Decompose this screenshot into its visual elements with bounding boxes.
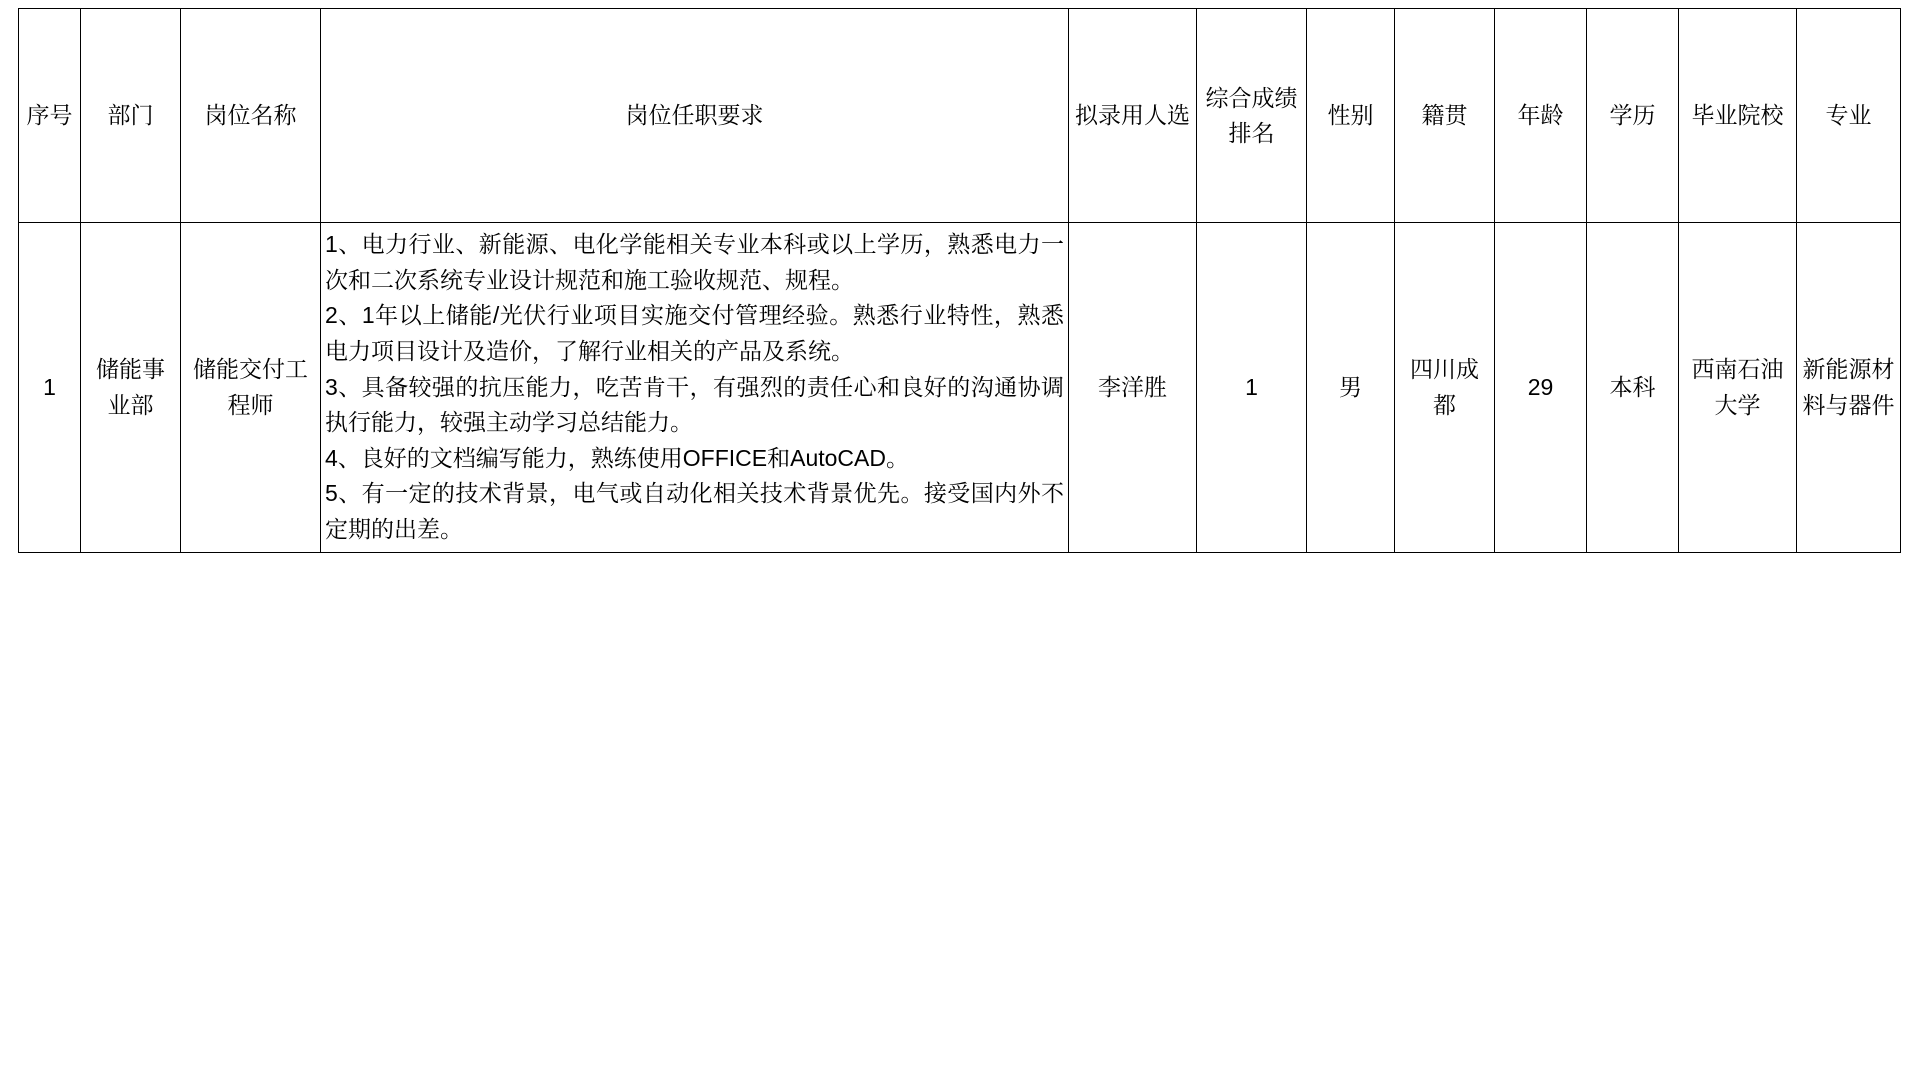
column-header-age-label: 年龄 [1517,102,1564,129]
cell-requirements [321,223,1069,553]
column-header-post-label: 岗位名称 [204,102,297,129]
cell-gender [1307,223,1395,553]
cell-school [1679,223,1797,553]
column-header-gender [1307,9,1395,223]
cell-post-value: 储能交付工程师 [193,355,308,419]
column-header-age [1495,9,1587,223]
column-header-major-label: 专业 [1825,102,1872,129]
column-header-origin [1395,9,1495,223]
cell-candidate-value: 李洋胜 [1098,373,1167,400]
column-header-education [1587,9,1679,223]
recruitment-table [18,8,1901,553]
column-header-origin-label: 籍贯 [1421,102,1468,129]
cell-gender-value: 男 [1339,373,1362,400]
cell-school-value: 西南石油大学 [1691,355,1784,419]
table-body [19,223,1901,553]
cell-age-value: 29 [1527,373,1554,400]
column-header-requirements-label: 岗位任职要求 [625,102,764,129]
column-header-candidate [1069,9,1197,223]
cell-dept-value: 储能事业部 [96,355,165,419]
column-header-candidate-label: 拟录用人选 [1075,102,1190,129]
column-header-gender-label: 性别 [1327,102,1374,129]
table-row [19,223,1901,553]
cell-dept [81,223,181,553]
column-header-dept [81,9,181,223]
column-header-education-label: 学历 [1609,102,1656,129]
requirement-line-1: 1、电力行业、新能源、电化学能相关专业本科或以上学历，熟悉电力一次和二次系统专业设计规范和施工验收规范、规程。 [325,231,1064,293]
column-header-school-label: 毕业院校 [1691,102,1784,129]
column-header-school [1679,9,1797,223]
requirement-line-4: 4、良好的文档编写能力，熟练使用OFFICE和AutoCAD。 [325,444,909,471]
column-header-seq-label: 序号 [26,102,73,129]
requirement-line-3: 3、具备较强的抗压能力，吃苦肯干，有强烈的责任心和良好的沟通协调执行能力，较强主动学习总结能力。 [325,373,1064,436]
requirement-line-2: 2、1年以上储能/光伏行业项目实施交付管理经验。熟悉行业特性，熟悉电力项目设计及造价，了解行业相关的产品及系统。 [325,302,1064,364]
cell-candidate [1069,223,1197,553]
column-header-post [181,9,321,223]
table-header-row [19,9,1901,223]
column-header-rank-label: 综合成绩排名 [1205,85,1298,146]
cell-age [1495,223,1587,553]
column-header-dept-label: 部门 [107,102,154,129]
cell-seq [19,223,81,553]
cell-seq-value: 1 [43,373,56,400]
cell-major [1797,223,1901,553]
cell-major-value: 新能源材料与器件 [1802,355,1895,419]
cell-rank [1197,223,1307,553]
cell-post [181,223,321,553]
cell-origin [1395,223,1495,553]
column-header-requirements [321,9,1069,223]
cell-education [1587,223,1679,553]
column-header-major [1797,9,1901,223]
cell-rank-value: 1 [1245,373,1258,400]
column-header-rank [1197,9,1307,223]
table-header [19,9,1901,223]
column-header-seq [19,9,81,223]
cell-education-value: 本科 [1609,373,1656,400]
requirement-line-5: 5、有一定的技术背景，电气或自动化相关技术背景优先。接受国内外不定期的出差。 [325,480,1064,543]
cell-origin-value: 四川成都 [1410,355,1479,419]
